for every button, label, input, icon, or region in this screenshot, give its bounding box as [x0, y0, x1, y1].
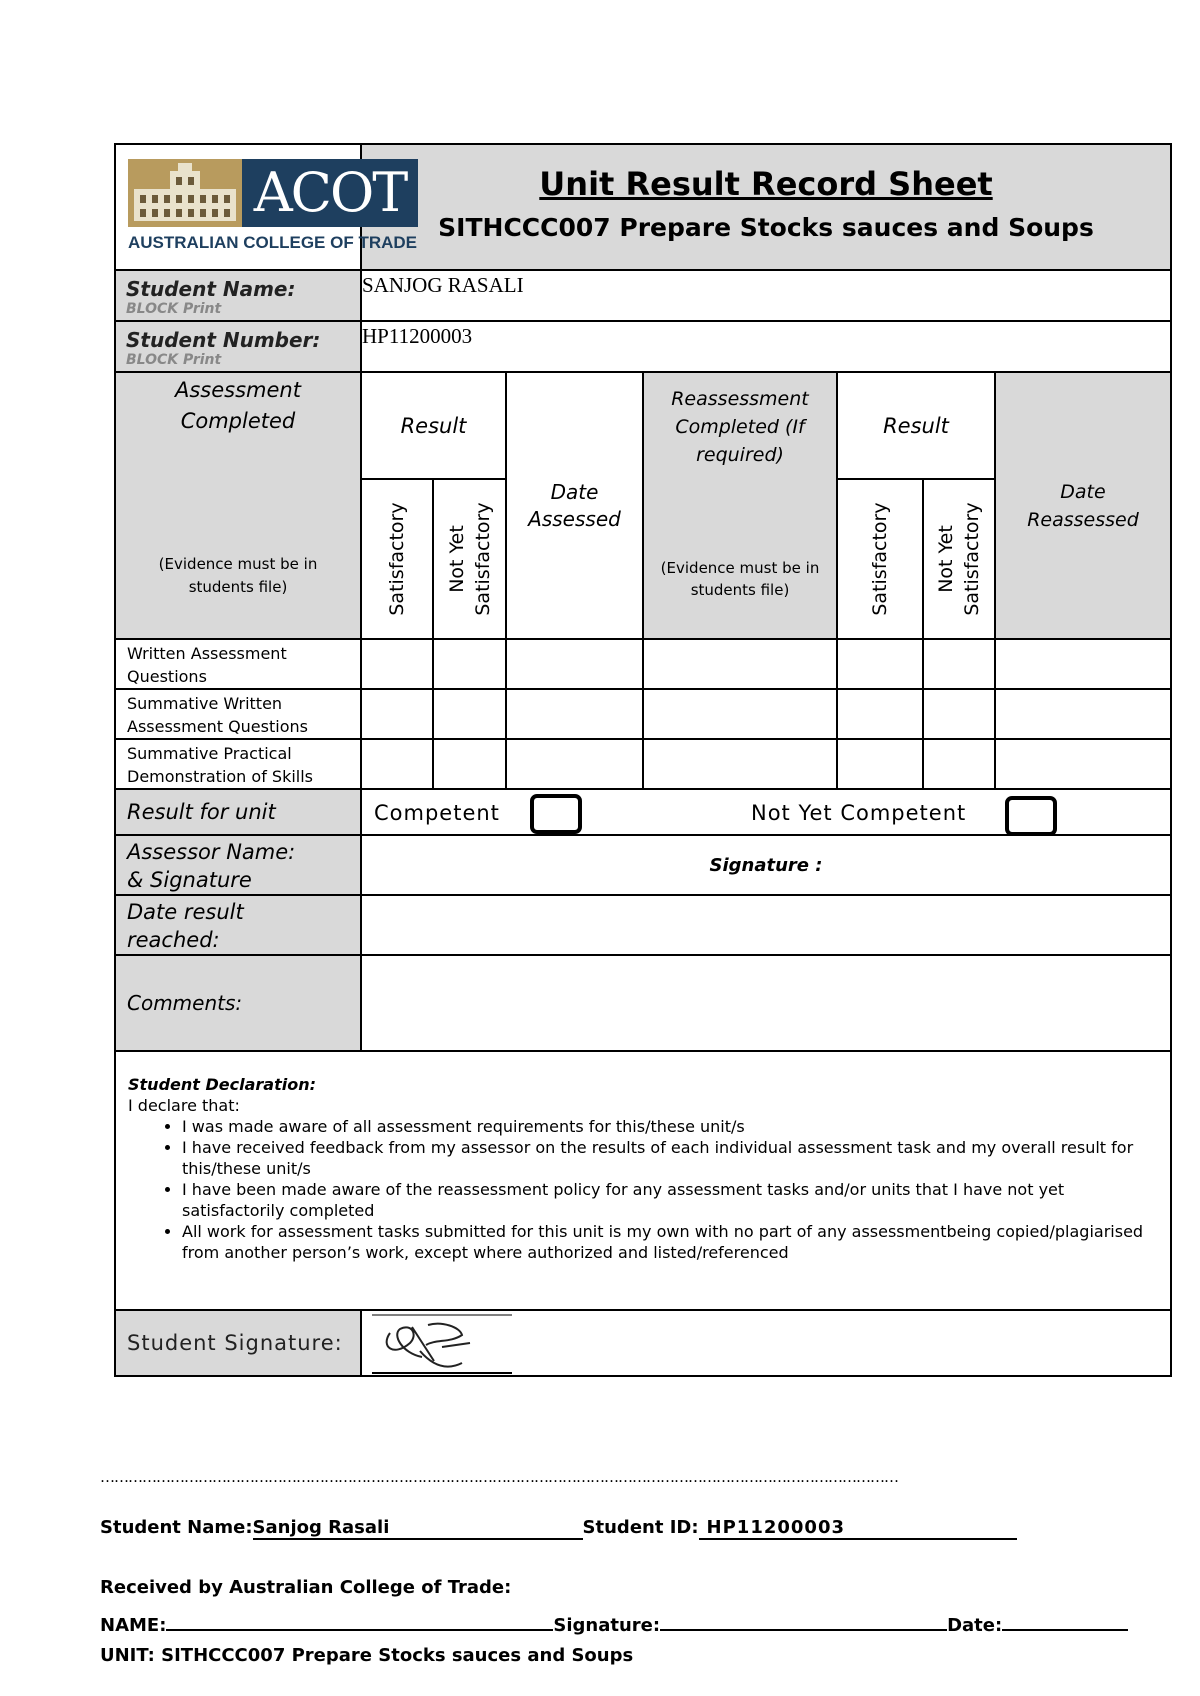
table-row [115, 689, 1171, 739]
cell-not-yet-satisfactory2[interactable] [923, 739, 995, 789]
receipt-name-field[interactable] [166, 1611, 553, 1631]
logo-college-name: AUSTRALIAN COLLEGE OF TRADE [128, 233, 417, 252]
result-for-unit-label: Result for unit [127, 800, 276, 824]
date-assessed-label: Date Assessed [528, 479, 621, 531]
student-declaration [115, 1051, 1171, 1310]
nys-line2: Satisfactory [471, 502, 494, 616]
receipt-student-id-label: Student ID: [582, 1517, 699, 1538]
not-yet-competent-checkbox[interactable] [1005, 796, 1057, 836]
row-label: Summative Practical Demonstration of Skills [115, 739, 361, 789]
cell-date-reassessed[interactable] [995, 689, 1171, 739]
list-item: • All work for assessment tasks submitted for this unit is my own with no part of any assessmentbeing copied/plagiarised from another person’s work, except where authorized and listed/referenced [182, 1221, 1158, 1263]
receipt-student-name-label: Student Name: [100, 1517, 253, 1538]
not-yet-competent-label: Not Yet Competent [751, 801, 967, 825]
result-label: Result [400, 413, 467, 438]
title-cell [361, 144, 1171, 270]
student-name-field[interactable]: SANJOG RASALI [361, 270, 1171, 321]
satisfactory2-label: Satisfactory [869, 502, 891, 616]
date-reassessed-label: Date Reassessed [1027, 480, 1139, 531]
nys2-line1: Not Yet [935, 525, 957, 593]
cell-date-assessed[interactable] [506, 739, 643, 789]
not-yet-satisfactory2-label [933, 502, 985, 615]
date-result-field[interactable] [361, 895, 1171, 955]
cell-satisfactory2[interactable] [837, 739, 923, 789]
cell-satisfactory[interactable] [361, 689, 433, 739]
page-title: Unit Result Record Sheet [539, 165, 993, 203]
cell-satisfactory2[interactable] [837, 639, 923, 689]
result-for-unit-label-cell [115, 789, 361, 835]
not-yet-satisfactory-header [433, 479, 506, 639]
declaration-heading: Student Declaration: [128, 1075, 316, 1094]
date-result-label-cell [115, 895, 361, 955]
assessor-signature-field[interactable] [361, 835, 1171, 895]
student-signature-label: Student Signature: [127, 1331, 343, 1355]
building-icon [128, 159, 242, 227]
cell-not-yet-satisfactory2[interactable] [923, 639, 995, 689]
nys2-line2: Satisfactory [961, 502, 983, 616]
receipt-student-line [100, 1517, 1017, 1540]
reassessment-completed-label: Reassessment Completed (If required) [671, 388, 809, 466]
declaration-list [128, 1116, 1158, 1263]
satisfactory-label: Satisfactory [386, 502, 408, 616]
not-yet-satisfactory-label [444, 502, 496, 615]
cell-date-assessed[interactable] [506, 689, 643, 739]
cell-date-assessed[interactable] [506, 639, 643, 689]
assessor-label-cell [115, 835, 361, 895]
satisfactory2-header [837, 479, 923, 639]
date-result-label: Date result reached: [127, 900, 244, 952]
result-for-unit-options [361, 789, 1171, 835]
student-number-hint: BLOCK Print [126, 352, 222, 368]
receipt-signoff-line [100, 1611, 1128, 1636]
unit-result-table [114, 143, 1172, 1377]
cell-not-yet-satisfactory[interactable] [433, 639, 506, 689]
student-number-field[interactable]: HP11200003 [361, 321, 1171, 372]
cell-not-yet-satisfactory[interactable] [433, 739, 506, 789]
cell-satisfactory2[interactable] [837, 689, 923, 739]
receipt-signature-field[interactable] [660, 1611, 947, 1631]
student-number-label-cell [115, 321, 361, 372]
declaration-intro: I declare that: [128, 1096, 240, 1115]
cell-not-yet-satisfactory[interactable] [433, 689, 506, 739]
receipt-unit-line: UNIT: SITHCCC007 Prepare Stocks sauces and Soups [100, 1645, 634, 1666]
cell-reassessment[interactable] [643, 739, 837, 789]
cell-reassessment[interactable] [643, 639, 837, 689]
receipt-name-label: NAME: [100, 1615, 167, 1636]
table-row [115, 739, 1171, 789]
comments-label: Comments: [127, 991, 243, 1015]
receipt-student-id-value[interactable]: HP11200003 [699, 1517, 1017, 1540]
handwritten-signature-icon [372, 1313, 512, 1375]
cell-reassessment[interactable] [643, 689, 837, 739]
cell-date-reassessed[interactable] [995, 739, 1171, 789]
student-number-label: Student Number: [126, 328, 321, 352]
student-signature-label-cell [115, 1310, 361, 1376]
not-yet-satisfactory2-header [923, 479, 995, 639]
comments-label-cell [115, 955, 361, 1051]
logo-wordmark: ACOT [242, 159, 418, 227]
cell-satisfactory[interactable] [361, 639, 433, 689]
assessment-completed-label: Assessment Completed [175, 378, 301, 433]
result-header [361, 372, 506, 479]
date-reassessed-header [995, 372, 1171, 639]
assessment-evidence-note: (Evidence must be in students file) [158, 555, 318, 596]
assessor-signature-label: Signature : [709, 854, 823, 876]
nys-line1: Not Yet [445, 525, 468, 593]
received-by-label: Received by Australian College of Trade: [100, 1577, 512, 1598]
logo-cell [115, 144, 417, 270]
student-name-label: Student Name: [126, 277, 296, 301]
receipt-student-name-value[interactable]: Sanjog Rasali [253, 1517, 583, 1540]
result2-header [837, 372, 995, 479]
cell-date-reassessed[interactable] [995, 639, 1171, 689]
date-assessed-header [506, 372, 643, 639]
cell-not-yet-satisfactory2[interactable] [923, 689, 995, 739]
table-row [115, 639, 1171, 689]
comments-field[interactable] [361, 955, 1171, 1051]
list-item: • I have been made aware of the reassessment policy for any assessment tasks and/or units that I have not yet satisfactorily completed [182, 1179, 1158, 1221]
row-label: Summative Written Assessment Questions [115, 689, 361, 739]
acot-logo [128, 159, 418, 255]
tear-off-dotted-line: ……………………………………………………………………………………………………………………………………………………… [100, 1468, 898, 1486]
result2-label: Result [883, 413, 949, 438]
receipt-date-label: Date: [947, 1615, 1003, 1636]
competent-label: Competent [374, 801, 500, 825]
receipt-date-field[interactable] [1002, 1611, 1128, 1631]
assessor-label: Assessor Name: & Signature [127, 840, 296, 892]
competent-checkbox[interactable] [530, 794, 582, 834]
assessment-completed-header [115, 372, 361, 639]
list-item: • I have received feedback from my assessor on the results of each individual assessment task and my overall result for this/these unit/s [182, 1137, 1158, 1179]
satisfactory-header [361, 479, 433, 639]
student-name-hint: BLOCK Print [126, 301, 222, 317]
receipt-signature-label: Signature: [553, 1615, 661, 1636]
unit-subtitle: SITHCCC007 Prepare Stocks sauces and Soups [438, 213, 1094, 242]
reassessment-evidence-note: (Evidence must be in students file) [660, 559, 820, 599]
student-signature-field[interactable] [361, 1310, 1171, 1376]
student-name-label-cell [115, 270, 361, 321]
row-label: Written Assessment Questions [115, 639, 361, 689]
list-item: • I was made aware of all assessment requirements for this/these unit/s [182, 1116, 1158, 1137]
cell-satisfactory[interactable] [361, 739, 433, 789]
reassessment-header [643, 372, 837, 639]
